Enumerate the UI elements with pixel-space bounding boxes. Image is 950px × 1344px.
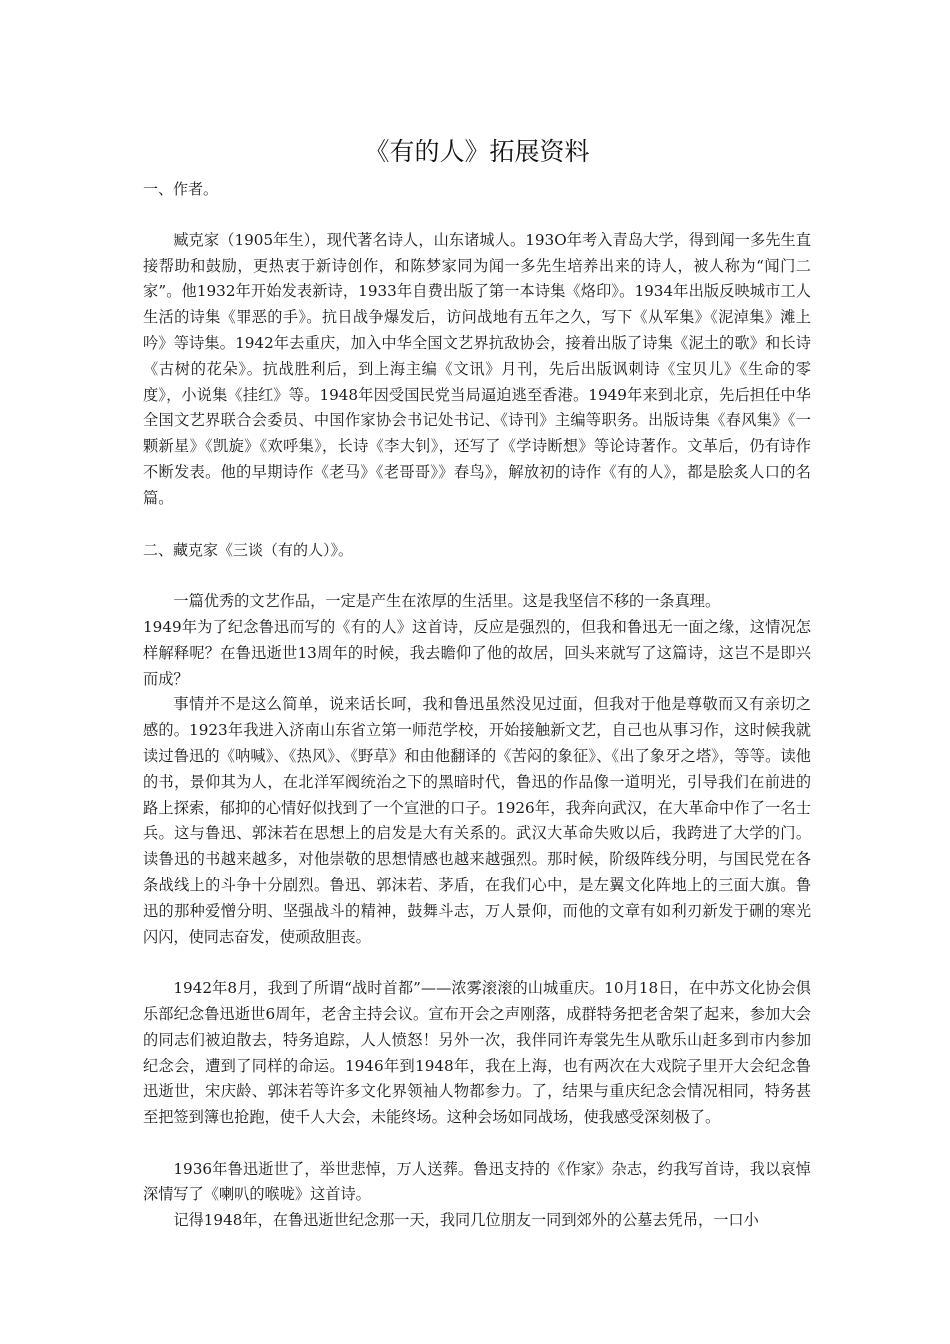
paragraph-author-bio: 臧克家（1905年生），现代著名诗人，山东诸城人。193O年考入青岛大学，得到闻一多先生直接帮助和鼓励，更热衷于新诗创作，和陈梦家同为闻一多先生培养出来的诗人，被人称为“闻门二家”。他1932年开始发表新诗，1933年自费出版了第一本诗集《烙印》。1934年出版反映城市工人生活的诗集《罪恶的手》。抗日战争爆发后，访问战地有五年之久，写下《从军集》《泥淖集》滩上吟》等诗集。1942年去重庆，加入中华全国文艺界抗敌协会，接着出版了诗集《泥土的歌》和长诗《古树的花朵》。抗战胜利后，到上海主编《文讯》月刊，先后出版讽刺诗《宝贝儿》《生命的零度》，小说集《挂红》等。1948年因受国民党当局逼迫逃至香港。1949年来到北京，先后担任中华全国文艺界联合会委员、中国作家协会书记处书记、《诗刊》主编等职务。出版诗集《春风集》《一颗新星》《凯旋》《欢呼集》，长诗《李大钊》，还写了《学诗断想》等论诗著作。文革后，仍有诗作不断发表。他的早期诗作《老马》《老哥哥》》春鸟》，解放初的诗作《有的人》，都是脍炙人口的名篇。 xyxy=(143,230,811,507)
paragraph-essay-4: 1942年8月，我到了所谓“战时首都”——浓雾滚滚的山城重庆。10月18日，在中苏文化协会俱乐部纪念鲁迅逝世6周年，老舍主持会议。宣布开会之声刚落，成群特务把老舍架了起来，参加大会的同志们被迫散去，特务追踪，人人愤怒！另外一次，我伴同许寿裳先生从歌乐山赶多到市内参加纪念会，遭到了同样的命运。1946年到1948年，我在上海，也有两次在大戏院子里开大会纪念鲁迅逝世，宋庆龄、郭沫若等许多文化界领袖人物都参力。了，结果与重庆纪念会情况相同，特务甚至把签到簿也抢跑，使千人大会，未能终场。这种会场如同战场，使我感受深刻极了。 xyxy=(143,979,811,1127)
section-heading-author: 一、作者。 xyxy=(143,180,219,198)
document-body xyxy=(143,132,811,1234)
paragraph-essay-6: 记得1948年，在鲁迅逝世纪念那一天，我同几位朋友一同到郊外的公墓去凭吊，一口小 xyxy=(173,1211,759,1230)
blank-line xyxy=(143,563,811,589)
page-title: 《有的人》拓展资料 xyxy=(364,137,590,166)
section-heading-essay: 二、藏克家《三谈（有的人）》。 xyxy=(143,541,354,560)
paragraph-essay-5: 1936年鲁迅逝世了，举世悲悼，万人送葬。鲁迅支持的《作家》杂志，约我写首诗，我以哀悼深情写了《喇叭的喉咙》这首诗。 xyxy=(143,1159,811,1204)
paragraph-essay-2: 1949年为了纪念鲁迅而写的《有的人》这首诗，反应是强烈的，但我和鲁迅无一面之缘，这情况怎样解释呢？在鲁迅逝世13周年的时候，我去瞻仰了他的故居，回头来就写了这篇诗，这岂不是即兴而成？ xyxy=(143,617,811,688)
blank-line xyxy=(143,1131,811,1157)
blank-line xyxy=(143,202,811,228)
paragraph-essay-3: 事情并不是这么简单，说来话长呵，我和鲁迅虽然没见过面，但我对于他是尊敬而又有亲切之感的。1923年我进入济南山东省立第一师范学校，开始接触新文艺，自己也从事习作，这时候我就读过鲁迅的《呐喊》、《热风》、《野草》和由他翻译的《苦闷的象征》、《出了象牙之塔》，等等。读他的书，景仰其为人，在北洋军阀统治之下的黑暗时代，鲁迅的作品像一道明光，引导我们在前进的路上探索，郁抑的心情好似找到了一个宣泄的口子。1926年，我奔向武汉，在大革命中作了一名士兵。这与鲁迅、郭沫若在思想上的启发是大有关系的。武汉大革命失败以后，我跨进了大学的门。读鲁迅的书越来越多，对他崇敬的思想情感也越来越强烈。那时候，阶级阵线分明，与国民党在各条战线上的斗争十分剧烈。鲁迅、郭沫若、茅盾，在我们心中，是左翼文化阵地上的三面大旗。鲁迅的那种爱憎分明、坚强战斗的精神，鼓舞斗志，万人景仰，而他的文章有如利刃新发于硎的寒光闪闪，使同志奋发，使顽敌胆丧。 xyxy=(143,695,811,946)
blank-line xyxy=(143,950,811,976)
paragraph-essay-1: 一篇优秀的文艺作品，一定是产生在浓厚的生活里。这是我坚信不移的一条真理。 xyxy=(173,592,721,611)
blank-line xyxy=(143,512,811,538)
